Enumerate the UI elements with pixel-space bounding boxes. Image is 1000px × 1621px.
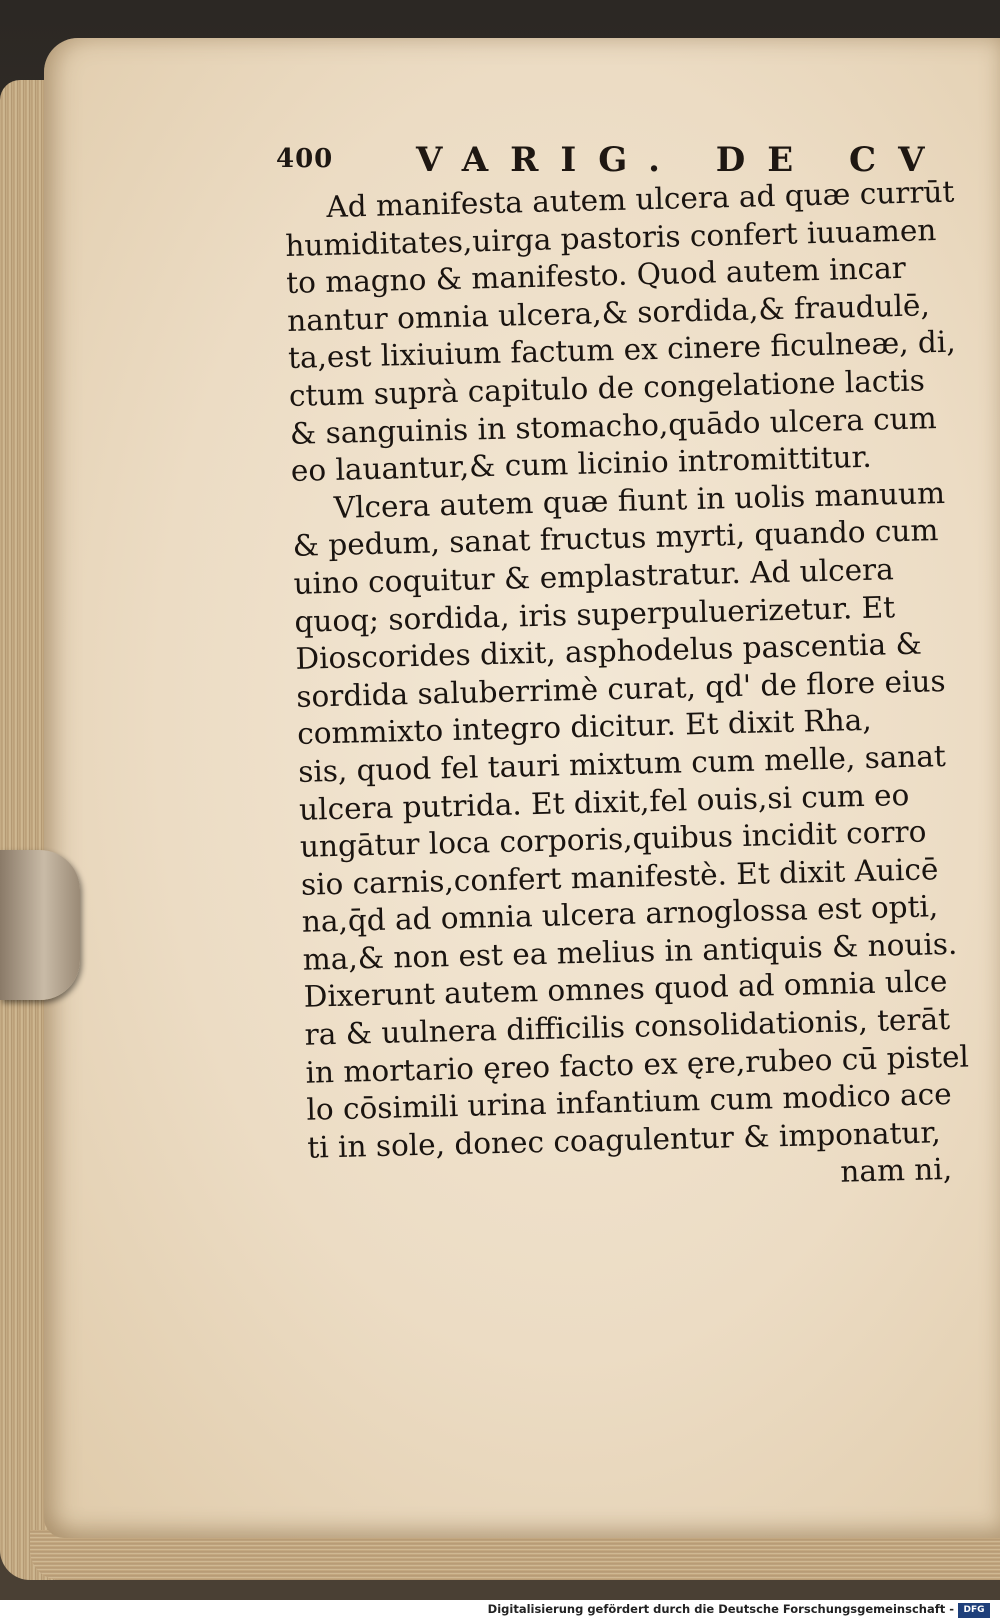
running-title: VARIG. DE CV [416,140,947,180]
text-line: humiditates,uirga pastoris confert iuuamen [284,212,937,263]
digitization-footer [0,1600,1000,1621]
text-line: sis, quod fel tauri mixtum cum melle, sanat [297,738,947,789]
body-text [284,174,970,1205]
page-number: 400 [276,144,334,174]
text-line: ulcera putrida. Et dixit,fel ouis,si cum eo [298,777,910,827]
text-line: ctum suprà capitulo de congelatione lactis [288,363,926,413]
page-header [276,140,956,180]
text-line: ra & uulnera difficilis consolidationis, terāt [304,1002,951,1052]
dfg-logo: DFG [958,1603,990,1618]
text-line: sio carnis,confert manifestè. Et dixit Auicē [300,851,939,902]
text-line: & pedum, sanat fructus myrti, quando cum [292,513,939,564]
text-line: commixto integro dicitur. Et dixit Rha, [296,703,873,752]
text-line: ungātur loca corporis,quibus incidit corro [299,814,927,864]
text-line: to magno & manifesto. Quod autem incar [285,251,907,301]
text-line: eo lauantur,& cum licinio intromittitur. [290,439,873,489]
footer-credit: Digitalisierung gefördert durch die Deutsche Forschungsgemeinschaft - [487,1602,954,1616]
text-line: quoq; sordida, iris superpuluerizetur. Et [294,589,896,639]
text-line: Ad manifesta autem ulcera ad quæ currūt [326,174,955,224]
catchword: nam ni, [839,1152,953,1190]
text-line: na,q̄d ad omnia ulcera arnoglossa est opti, [301,889,939,940]
text-line: lo cōsimili urina infantium cum modico ace [306,1077,953,1127]
text-line: Dioscorides dixit, asphodelus pascentia & [295,626,923,676]
text-line: ta,est lixiuium factum ex cinere ficulneæ, di, [287,325,957,376]
text-line: Vlcera autem quæ fiunt in uolis manuum [333,475,946,525]
text-line: ma,& non est ea melius in antiquis & nouis. [302,926,958,977]
text-line: sordida saluberrimè curat, qd' de flore eius [295,663,946,714]
text-line: Dixerunt autem omnes quod ad omnia ulce [303,964,948,1015]
book-clasp [0,850,80,1000]
text-line: nantur omnia ulcera,& sordida,& fraudulē, [286,288,931,338]
text-line: & sanguinis in stomacho,quādo ulcera cum [289,400,938,451]
text-line: ti in sole, donec coagulentur & imponatur, [306,1115,942,1165]
text-line: in mortario ęreo facto ex ęre,rubeo cū pistel [305,1039,970,1090]
text-line: uino coquitur & emplastratur. Ad ulcera [293,552,895,601]
